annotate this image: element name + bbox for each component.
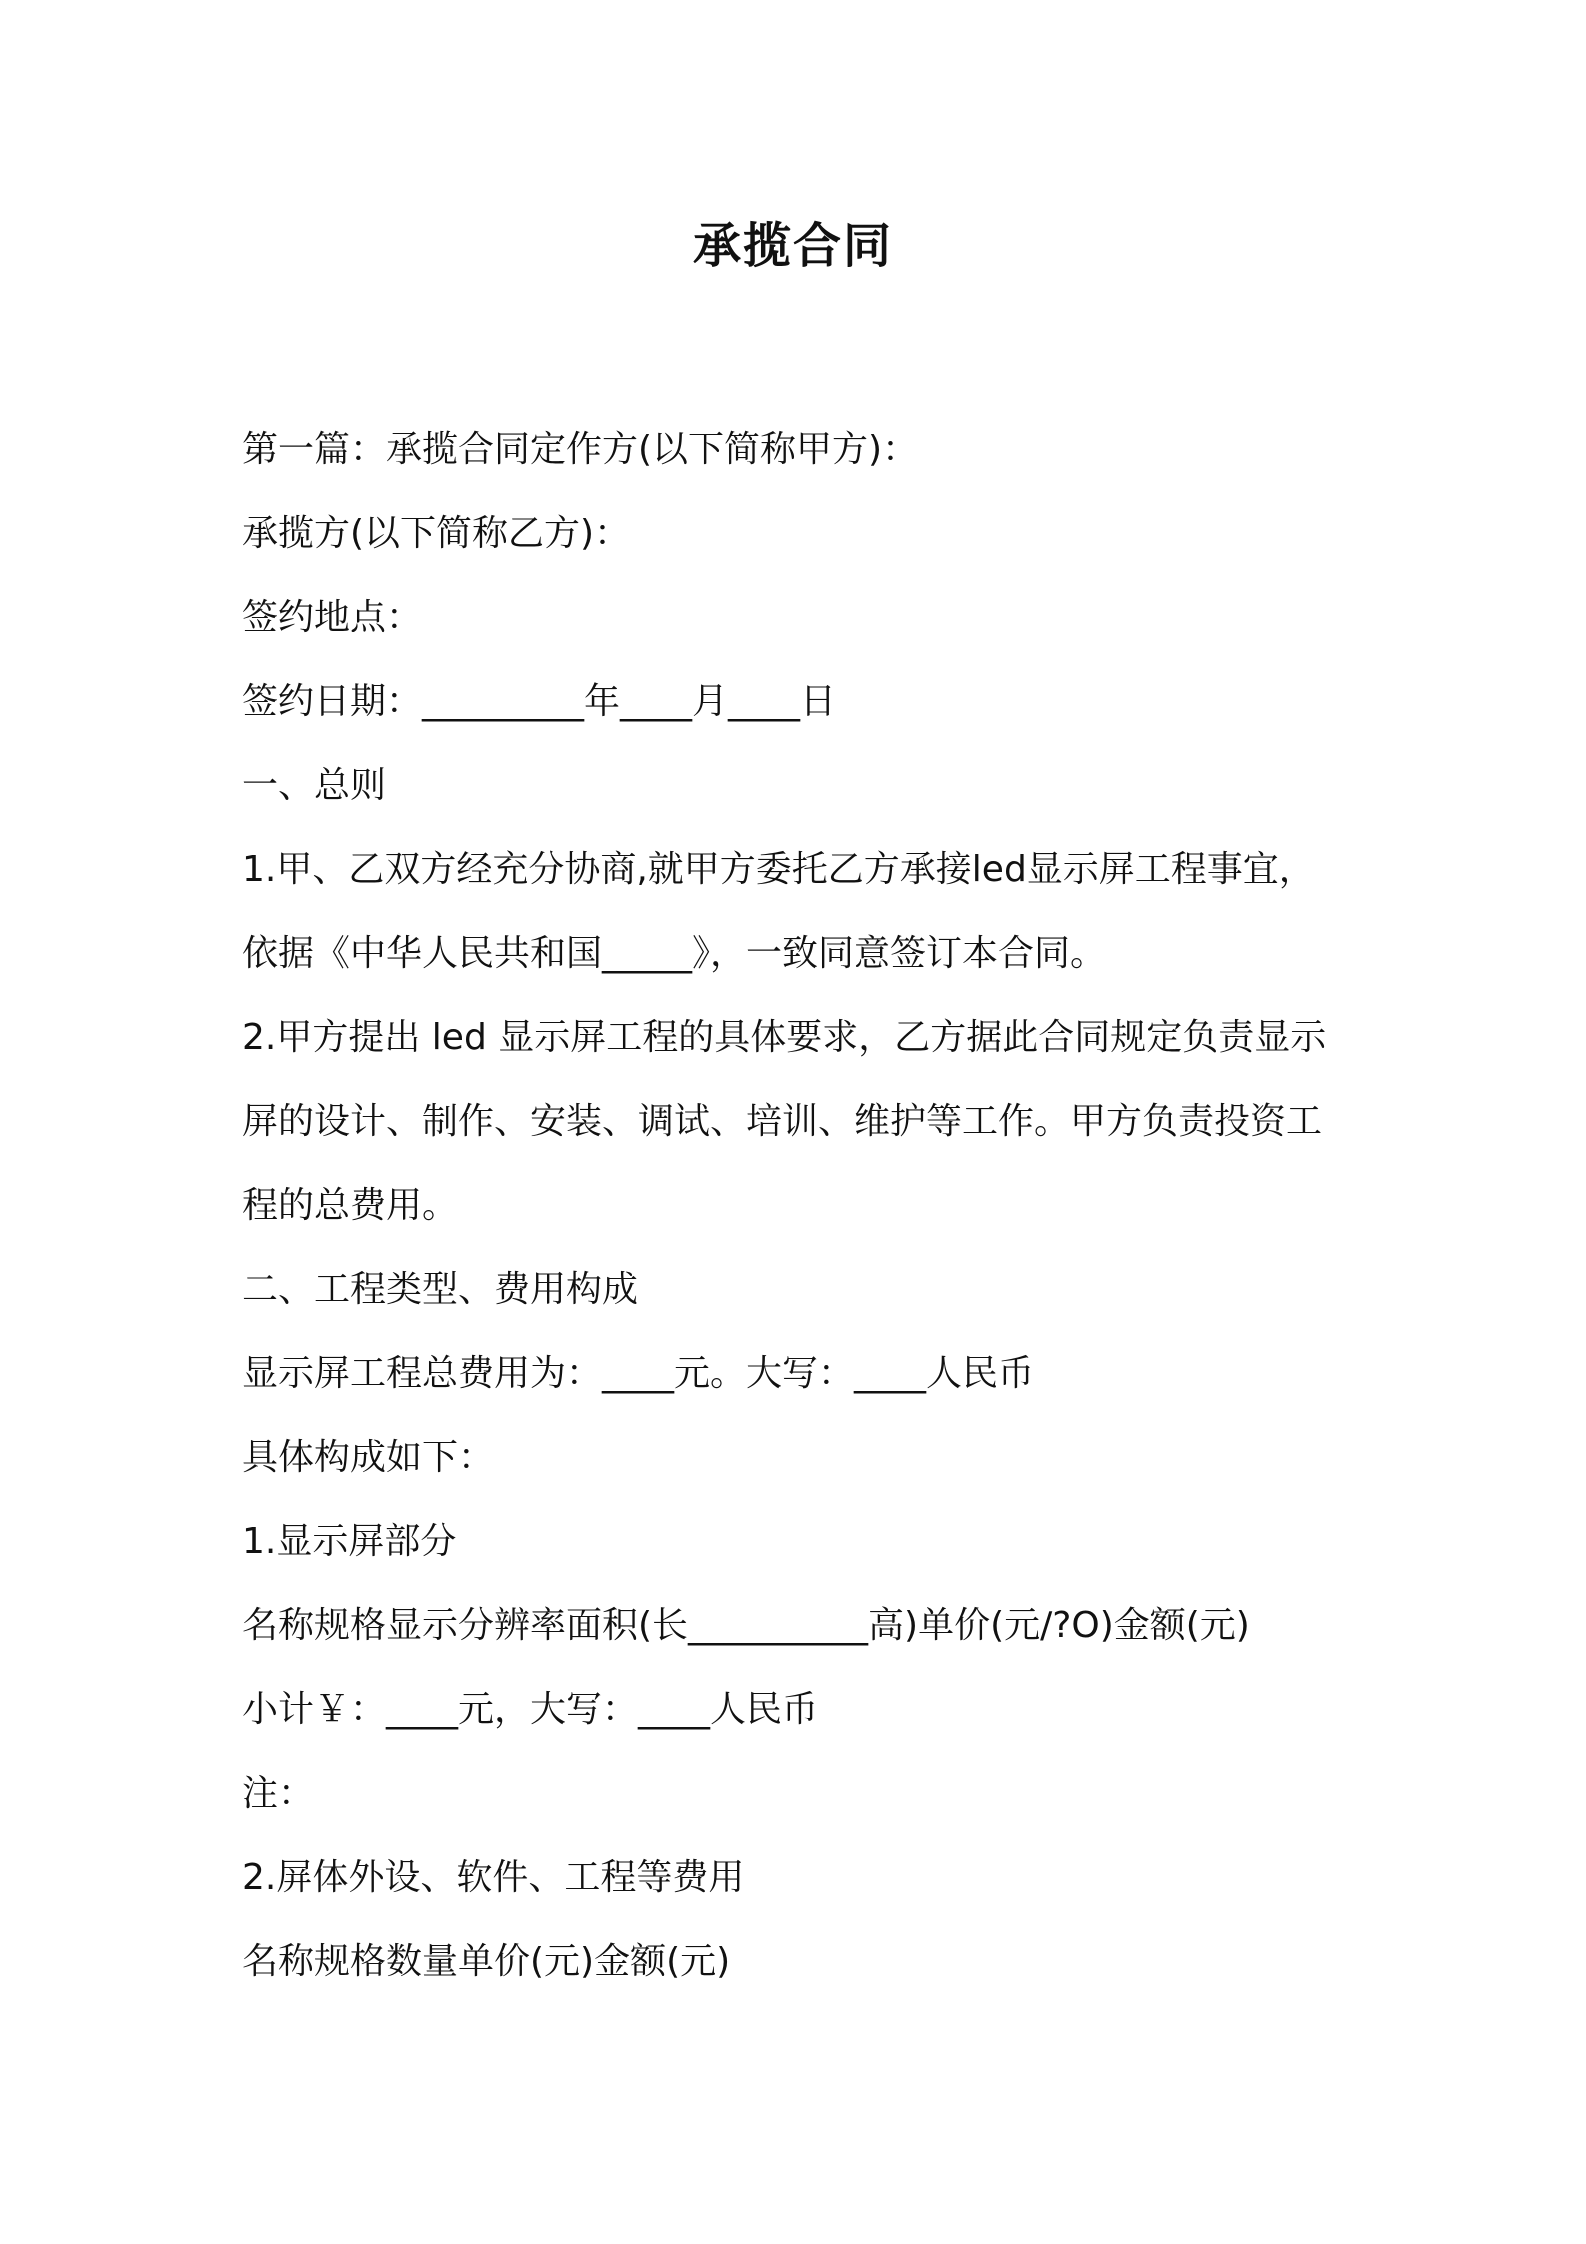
text-line: 名称规格显示分辨率面积(长__________高)单价(元/?O)金额(元): [242, 1605, 1250, 1646]
document-body: [242, 408, 1362, 2004]
subsection-heading: 2.屏体外设、软件、工程等费用: [242, 1857, 745, 1898]
text-line: 具体构成如下：: [242, 1437, 495, 1478]
text-line: 小计￥：____元，大写：____人民币: [242, 1689, 819, 1730]
section-heading: 一、总则: [242, 765, 387, 806]
text-line: 名称规格数量单价(元)金额(元): [242, 1941, 731, 1982]
text-line: 屏的设计、制作、安装、调试、培训、维护等工作。甲方负责投资工: [242, 1101, 1323, 1142]
text-line: 显示屏工程总费用为：____元。大写：____人民币: [242, 1353, 1035, 1394]
text-line: 第一篇：承揽合同定作方(以下简称甲方)：: [242, 429, 919, 470]
text-line: 程的总费用。: [242, 1185, 459, 1226]
text-line: 签约日期：_________年____月____日: [242, 681, 837, 722]
document-title: 承揽合同: [692, 218, 893, 274]
section-heading: 二、工程类型、费用构成: [242, 1269, 639, 1310]
text-line: 1.甲、乙双方经充分协商,就甲方委托乙方承接led显示屏工程事宜，: [242, 849, 1315, 890]
text-line: 承揽方(以下简称乙方)：: [242, 513, 631, 554]
text-line: 签约地点：: [242, 597, 423, 638]
subsection-heading: 1.显示屏部分: [242, 1521, 457, 1562]
text-line: 依据《中华人民共和国_____》，一致同意签订本合同。: [242, 933, 1107, 974]
text-line: 注：: [242, 1773, 315, 1814]
text-line: 2.甲方提出 led 显示屏工程的具体要求，乙方据此合同规定负责显示: [242, 1017, 1327, 1058]
